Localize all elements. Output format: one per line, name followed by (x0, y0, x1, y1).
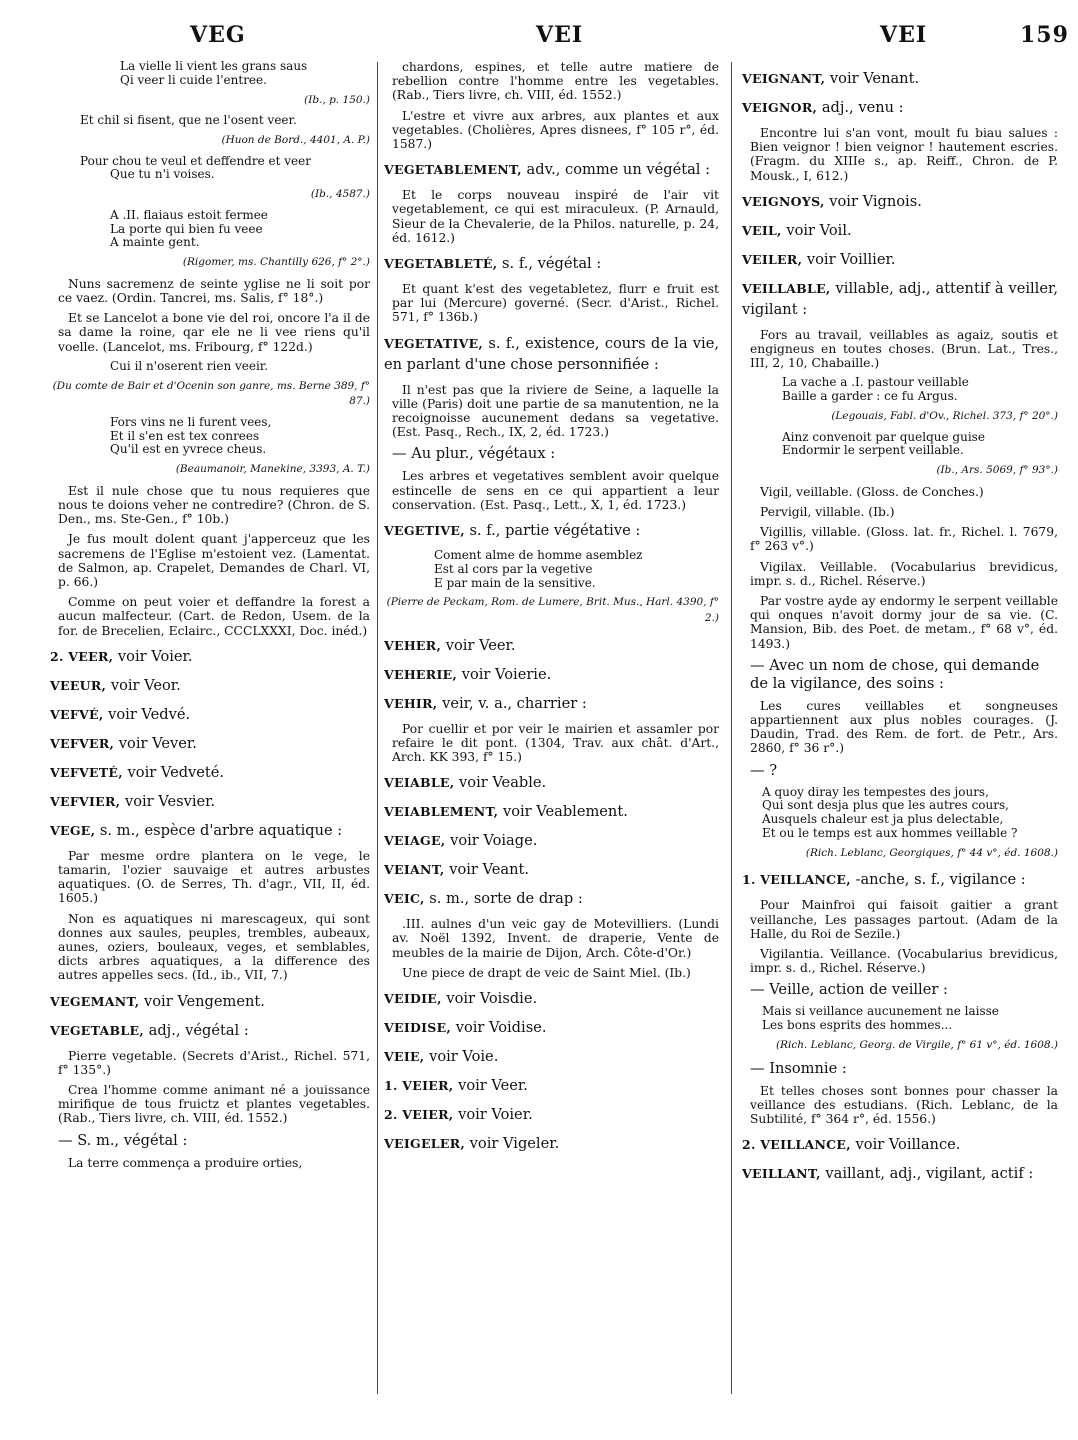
headword: VEIABLEMENT, (384, 804, 499, 820)
definition: voir Veant. (444, 861, 529, 879)
source-reference: (Beaumanoir, Manekine, 3393, A. T.) (175, 463, 370, 476)
definition: voir Voie. (424, 1048, 499, 1066)
headword: VEGETATIVE, (384, 335, 484, 351)
definition: villable, adj., attentif à veiller, vigilant : (742, 279, 1058, 318)
headword: VEHERIE, (384, 666, 458, 682)
citation: Vigilax. Veillable. (Vocabularius brevidicus, impr. s. d., Richel. Réserve.) (750, 559, 1058, 588)
verse-line: Ainz convenoit par quelque guise (782, 429, 985, 444)
verse-line: Et chil si fisent, que ne l'osent veer. (80, 113, 297, 128)
verse-line: Qi veer li cuide l'entree. (120, 72, 267, 87)
headword: VEHER, (384, 637, 442, 653)
verse-line: Coment alme de homme asemblez (434, 548, 643, 563)
citation: L'estre et vivre aux arbres, aux plantes et aux vegetables. (Cholières, Apres disnees, f° 105 r°, éd. 1587.) (392, 108, 719, 152)
definition: voir Veer. (441, 636, 516, 654)
headword: VEIL, (742, 222, 782, 238)
headword: VEEUR, (50, 677, 107, 693)
entry-headword (50, 675, 370, 696)
definition: adv., comme un végétal : (521, 161, 711, 179)
column-1 (50, 60, 370, 1176)
verse-quotation (742, 431, 1058, 459)
citation: .III. aulnes d'un veic gay de Motevilliers. (Lundi av. Noël 1392, Invent. de draperie, Vente de meubles de la mairie de Dijon, Arch. Côte-d'Or.) (392, 917, 719, 960)
entry-headword (384, 988, 719, 1009)
column-3 (742, 60, 1058, 1192)
definition: s. f., existence, cours de la vie, en parlant d'une chose personnifiée : (384, 334, 719, 373)
citation: Est il nule chose que tu nous requieres que nous te doions veher ne contredire? (Chron. de S. Den., ms. Ste-Gen., f° 10b.) (58, 483, 370, 527)
definition: voir Vedveté. (122, 763, 225, 781)
sub-sense: — ? (750, 761, 778, 779)
entry-headword (384, 693, 719, 714)
verse-quotation (50, 416, 370, 457)
definition: voir Voillance. (850, 1136, 961, 1154)
definition: voir Venant. (825, 70, 920, 87)
verse-line: Baille a garder : ce fu Argus. (782, 389, 958, 404)
citation: Vigil, veillable. (Gloss. de Conches.) (760, 484, 984, 499)
headword: VEGETABLEMENT, (384, 162, 522, 178)
verse-line: Ausquels chaleur est ja plus delectable, (762, 812, 1004, 827)
citation: Et quant k'est des vegetabletez, flurr e fruit est par lui (Mercure) governé. (Secr. d'Arist., Richel. 571, f° 136b.) (392, 282, 719, 325)
entry-headword (384, 1075, 719, 1096)
entry-headword (742, 220, 1058, 241)
citation: Vigilantia. Veillance. (Vocabularius brevidicus, impr. s. d., Richel. Réserve.) (750, 947, 1058, 976)
citation: Les arbres et vegetatives semblent avoir quelque estincelle de sens en ce qui appartient a leur conservation. (Est. Pasq., Lett., X, 1, éd. 1723.) (392, 469, 719, 512)
verse-quotation (742, 376, 1058, 404)
sub-sense: — Veille, action de veiller : (750, 981, 948, 999)
definition: voir Voierie. (457, 665, 552, 683)
definition: voir Veable. (454, 774, 547, 792)
definition: s. m., sorte de drap : (424, 890, 583, 908)
sub-sense: — Au plur., végétaux : (392, 445, 556, 463)
citation: Les cures veillables et songneuses appartiennent aux plus nobles courages. (J. Daudin, Trad. des Rem. de fort. de Petr., Ars. 2860, f° 36 r°.) (750, 698, 1058, 756)
entry-headword (742, 191, 1058, 212)
entry-headword (50, 1020, 370, 1041)
entry-headword (50, 762, 370, 783)
definition: veir, v. a., charrier : (437, 694, 587, 712)
citation: Comme on peut voier et deffandre la forest a aucun malfecteur. (Cart. de Redon, Usem. de la for. de Brecelien, Eclairc., CCCLXXXI, Doc. inéd.) (58, 595, 370, 638)
source-reference: (Huon de Bord., 4401, A. P.) (221, 133, 370, 146)
entry-headword (742, 68, 1058, 89)
definition: s. f., partie végétative : (464, 522, 641, 540)
headword: VEIGNOYS, (742, 193, 825, 209)
citation: Crea l'homme comme animant né a jouissance mirifique de tous fruictz et plantes vegetables. (Rab., Tiers livre, ch. VIII, éd. 1552.) (58, 1083, 370, 1126)
verse-quotation (742, 786, 1058, 841)
headword: VEIANT, (384, 862, 445, 878)
citation: Je fus moult dolent quant j'apperceuz que les sacremens de l'Eglise m'estoient vez. (Lamentat. de Salmon, ap. Crapelet, Demandes de Charl. VI, p. 66.) (58, 532, 370, 589)
citation: Fors au travail, veillables as agaiz, soutis et engigneus en toutes choses. (Brun. Lat., Tres., III, 2, 10, Chabaille.) (750, 327, 1058, 371)
entry-headword (742, 278, 1058, 320)
page-number: 159 (1020, 22, 1069, 48)
entry-headword (742, 1163, 1058, 1184)
source-reference: (Ib., 4587.) (310, 188, 370, 201)
verse-line: A quoy diray les tempestes des jours, (762, 784, 989, 799)
headword: VEFVIER, (50, 793, 121, 809)
citation: La terre commença a produire orties, (68, 1155, 303, 1170)
citation: Une piece de drapt de veic de Saint Miel. (Ib.) (402, 965, 691, 980)
verse-line: La vache a .I. pastour veillable (782, 375, 969, 390)
sub-sense: — Insomnie : (750, 1059, 847, 1077)
verse-quotation (50, 360, 370, 374)
verse-line: La porte qui bien fu veee (110, 221, 263, 236)
headword: 2. VEILLANCE, (742, 1137, 851, 1153)
citation: Pervigil, villable. (Ib.) (760, 505, 895, 519)
verse-line: Fors vins ne li furent vees, (110, 414, 272, 429)
verse-line: E par main de la sensitive. (434, 575, 596, 590)
citation: Non es aquatiques ni marescageux, qui sont donnes aux saules, peuples, trembles, aubeaux, aunes, oziers, bouleaux, veges, et semblables, dicts arbres aquatiques, a la difference des autres appelles secs. (Id., ib., VII, 7.) (58, 911, 370, 983)
definition: voir Vesvier. (120, 792, 216, 810)
headword: VEGE, (50, 822, 96, 838)
verse-line: Que tu n'i voises. (110, 167, 215, 182)
entry-headword (384, 1133, 719, 1154)
citation: Por cuellir et por veir le mairien et assamler por refaire le dit pont. (1304, Trav. aux chât. d'Art., Arch. KK 393, f° 15.) (392, 721, 719, 765)
definition: voir Voier. (113, 647, 193, 665)
definition: adj., venu : (817, 99, 904, 116)
entry-headword (384, 253, 719, 274)
citation: Il n'est pas que la riviere de Seine, a laquelle la ville (Paris) doit une partie de sa manutention, ne la recoignoisse aucunement dedans sa vegetative. (Est. Pasq., Rech., IX, 2, éd. 1723.) (392, 382, 719, 440)
headword: VEGETABLE, (50, 1022, 144, 1038)
entry-headword (742, 97, 1058, 118)
definition: voir Vignois. (824, 192, 922, 210)
source-reference: (Rigomer, ms. Chantilly 626, f° 2°.) (182, 256, 370, 269)
definition: voir Vedvé. (103, 705, 191, 723)
headword: VEGETIVE, (384, 523, 465, 539)
sub-sense: — Avec un nom de chose, qui demande de la vigilance, des soins : (750, 656, 1040, 692)
definition: adj., végétal : (143, 1021, 249, 1039)
verse-line: Qui sont desja plus que les autres cours, (762, 798, 1009, 813)
headword: VEIGNANT, (742, 71, 826, 86)
entry-headword (384, 830, 719, 851)
headword: 1. VEILLANCE, (742, 872, 851, 888)
headword: 1. VEIER, (384, 1078, 454, 1094)
definition: voir Veer. (453, 1077, 528, 1095)
citation: Nuns sacremenz de seinte yglise ne li soit por ce vaez. (Ordin. Tancrei, ms. Salis, f° 18°.) (58, 276, 370, 305)
definition: voir Vigeler. (465, 1135, 560, 1153)
citation: Pierre vegetable. (Secrets d'Arist., Richel. 571, f° 135°.) (58, 1048, 370, 1077)
definition: s. f., végétal : (497, 255, 602, 273)
citation: chardons, espines, et telle autre matiere de rebellion contre l'homme entre les vegetables. (Rab., Tiers livre, ch. VIII, éd. 1552.) (392, 60, 719, 103)
entry-headword (742, 1134, 1058, 1155)
definition: voir Voiage. (445, 832, 538, 850)
citation: Et le corps nouveau inspiré de l'air vit vegetablement, ce qui est miraculeux. (P. Arnauld, Sieur de la Chevalerie, de la Philos. naturelle, p. 24, éd. 1612.) (392, 188, 719, 245)
running-head-left: VEG (190, 22, 246, 48)
headword: VEIE, (384, 1049, 425, 1065)
verse-line: Qu'il est en yvrece cheus. (110, 442, 267, 457)
headword: VEFVETÉ, (50, 764, 123, 780)
verse-line: A .II. flaiaus estoit fermee (110, 207, 268, 222)
citation: Par vostre ayde ay endormy le serpent veillable qui onques n'avoit dormy jour de sa vie. (C. Mansion, Bib. des Poet. de metam., f° 68 v°, éd. 1493.) (750, 594, 1058, 651)
entry-headword (50, 991, 370, 1012)
citation: Et telles choses sont bonnes pour chasser la veillance des estudians. (Rich. Leblanc, de la Subtilité, f° 364 r°, éd. 1556.) (750, 1083, 1058, 1127)
entry-headword (50, 646, 370, 667)
verse-quotation (50, 155, 370, 183)
definition: -anche, s. f., vigilance : (850, 871, 1026, 889)
entry-headword (384, 772, 719, 793)
headword: VEIDIE, (384, 991, 442, 1007)
verse-quotation (50, 209, 370, 250)
entry-headword (384, 635, 719, 656)
entry-headword (50, 733, 370, 754)
source-reference: (Du comte de Bair et d'Ocenin son ganre, ms. Berne 389, f° 87.) (52, 379, 370, 408)
entry-headword (384, 859, 719, 880)
running-head-right: VEI (880, 22, 928, 48)
verse-quotation (50, 60, 370, 88)
citation: Et se Lancelot a bone vie del roi, oncore l'a il de sa dame la roine, qar ele ne li vee riens qu'il voelle. (Lancelot, ms. Fribourg, f° 122d.) (58, 311, 370, 354)
entry-headword (742, 249, 1058, 270)
headword: VEIABLE, (384, 775, 455, 791)
verse-line: Les bons esprits des hommes... (762, 1018, 953, 1033)
entry-headword (50, 791, 370, 812)
entry-headword (50, 704, 370, 725)
entry-headword (384, 664, 719, 685)
headword: VEILLANT, (742, 1166, 821, 1182)
verse-line: Pour chou te veul et deffendre et veer (80, 153, 311, 168)
headword: VEHIR, (384, 695, 438, 711)
definition: voir Vever. (114, 734, 197, 752)
headword: VEILLABLE, (742, 280, 831, 296)
verse-quotation (742, 1005, 1058, 1033)
verse-line: Et il s'en est tex conrees (110, 428, 260, 443)
column-rule-2 (731, 62, 732, 1394)
source-reference: (Pierre de Peckam, Rom. de Lumere, Brit. Mus., Harl. 4390, f° 2.) (386, 596, 719, 625)
verse-line: Est al cors par la vegetive (434, 561, 593, 576)
definition: voir Veablement. (498, 803, 628, 821)
verse-line: Cui il n'oserent rien veeir. (110, 358, 269, 373)
source-reference: (Rich. Leblanc, Georg. de Virgile, f° 61 v°, éd. 1608.) (775, 1039, 1058, 1052)
headword: VEILER, (742, 251, 803, 267)
headword: 2. VEER, (50, 648, 114, 664)
definition: voir Voil. (781, 221, 852, 239)
citation: Par mesme ordre plantera on le vege, le tamarin, l'ozier sauvaige et autres arbustes aquatiques. (O. de Serres, Th. d'agr., VII, II, éd. 1605.) (58, 848, 370, 906)
source-reference: (Ib., Ars. 5069, f° 93°.) (936, 464, 1058, 477)
entry-headword (50, 820, 370, 841)
verse-line: Mais si veillance aucunement ne laisse (762, 1004, 999, 1019)
definition: voir Voidise. (451, 1019, 547, 1037)
entry-headword (384, 333, 719, 375)
headword: VEIC, (384, 891, 425, 907)
running-head-center: VEI (536, 22, 584, 48)
definition: s. m., espèce d'arbre aquatique : (95, 821, 343, 839)
entry-headword (742, 869, 1058, 890)
verse-line: Et ou le temps est aux hommes veillable ? (762, 826, 1018, 841)
entry-headword (384, 159, 719, 180)
headword: VEIGELER, (384, 1136, 466, 1152)
headword: VEFVÉ, (50, 706, 104, 722)
definition: vaillant, adj., vigilant, actif : (820, 1165, 1034, 1183)
verse-line: Endormir le serpent veillable. (782, 443, 964, 458)
citation: Encontre lui s'an vont, moult fu biau salues : Bien veignor ! bien veignor ! hautement escries. (Fragm. du XIIIe s., ap. Reiff., Chron. de P. Mousk., I, 612.) (750, 126, 1058, 183)
headword: 2. VEIER, (384, 1107, 454, 1123)
column-rule-1 (377, 62, 378, 1394)
entry-headword (384, 1104, 719, 1125)
verse-quotation (384, 549, 719, 590)
headword: VEIAGE, (384, 833, 446, 849)
definition: voir Voisdie. (441, 990, 538, 1008)
entry-headword (384, 1017, 719, 1038)
headword: VEIGNOR, (742, 100, 818, 115)
sub-sense: — S. m., végétal : (58, 1131, 188, 1149)
entry-headword (384, 1046, 719, 1067)
entry-headword (384, 801, 719, 822)
headword: VEGEMANT, (50, 993, 140, 1009)
citation: Vigillis, villable. (Gloss. lat. fr., Richel. l. 7679, f° 263 v°.) (750, 525, 1058, 554)
definition: voir Vengement. (139, 992, 265, 1010)
definition: voir Veor. (106, 676, 181, 694)
source-reference: (Rich. Leblanc, Georgiques, f° 44 v°, éd. 1608.) (805, 846, 1058, 859)
verse-line: La vielle li vient les grans saus (120, 59, 308, 73)
citation: Pour Mainfroi qui faisoit gaitier a grant veillanche, Les passages partout. (Adam de la Halle, du Roi de Sezile.) (750, 898, 1058, 941)
verse-quotation (50, 114, 370, 128)
definition: voir Voier. (453, 1106, 533, 1124)
definition: voir Voillier. (802, 250, 896, 268)
verse-line: A mainte gent. (110, 235, 200, 250)
entry-headword (384, 888, 719, 909)
headword: VEFVER, (50, 735, 115, 751)
headword: VEGETABLETÉ, (384, 256, 498, 272)
headword: VEIDISE, (384, 1020, 452, 1036)
entry-headword (384, 520, 719, 541)
column-2 (384, 60, 719, 1162)
source-reference: (Ib., p. 150.) (304, 93, 370, 106)
source-reference: (Legouais, Fabl. d'Ov., Richel. 373, f° 20°.) (831, 410, 1058, 423)
